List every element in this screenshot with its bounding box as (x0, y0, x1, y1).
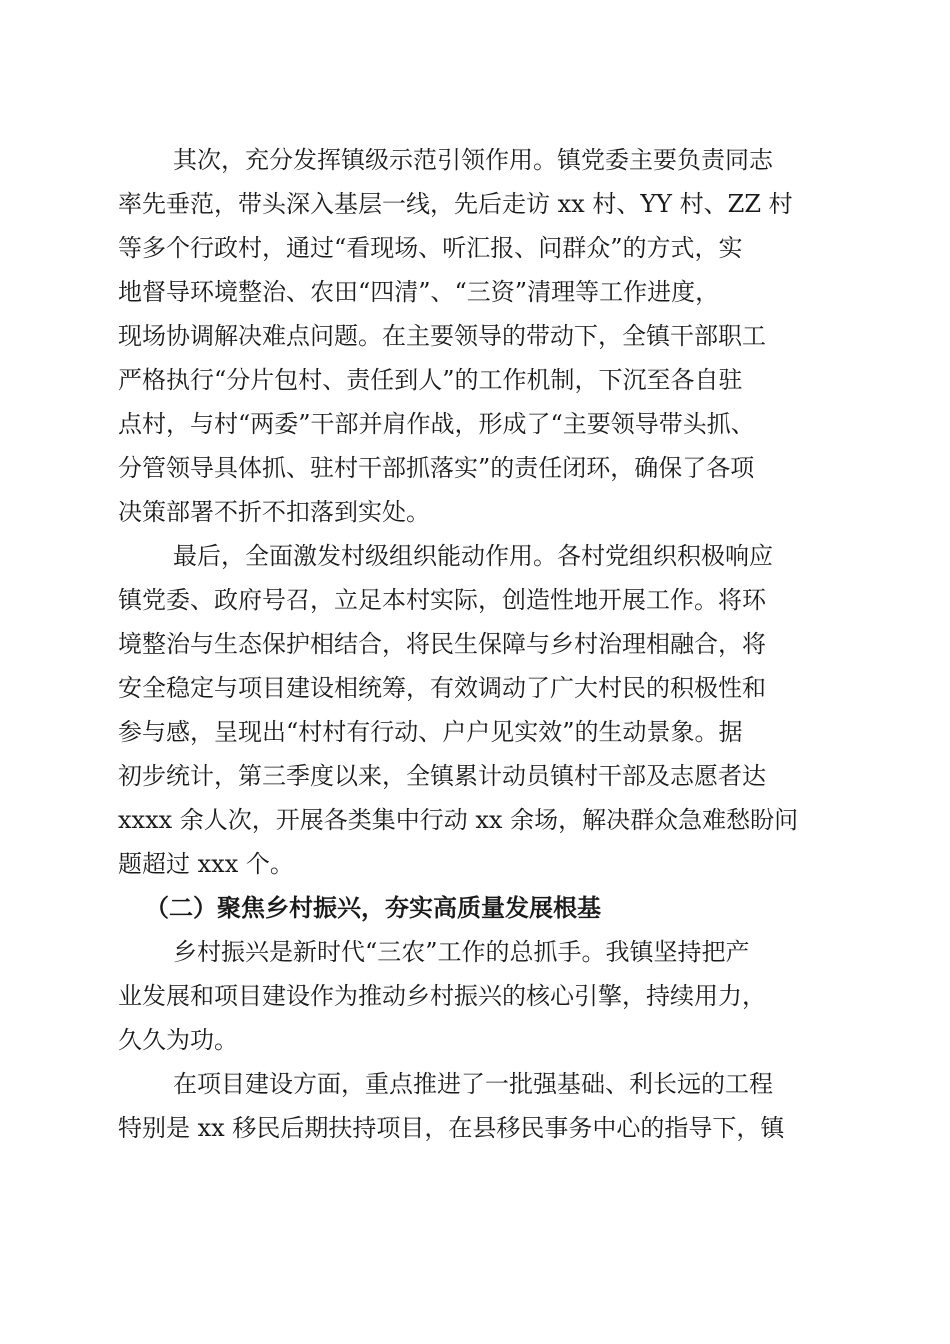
paragraph-2-line-5: 参与感，呈现出“村村有行动、户户见实效”的生动景象。据 (118, 718, 743, 746)
paragraph-4-line-2: 特别是 xx 移民后期扶持项目，在县移民事务中心的指导下，镇 (118, 1114, 785, 1142)
paragraph-2-line-3: 境整治与生态保护相结合，将民生保障与乡村治理相融合，将 (118, 630, 766, 658)
section-heading: （二）聚焦乡村振兴，夯实高质量发展根基 (145, 893, 601, 922)
paragraph-3-line-3: 久久为功。 (118, 1026, 238, 1054)
paragraph-2-line-6: 初步统计，第三季度以来，全镇累计动员镇村干部及志愿者达 (118, 762, 766, 790)
paragraph-2-line-2: 镇党委、政府号召，立足本村实际，创造性地开展工作。将环 (118, 586, 766, 614)
paragraph-2-line-7: xxxx 余人次，开展各类集中行动 xx 余场，解决群众急难愁盼问 (118, 806, 799, 834)
paragraph-1-line-1: 其次，充分发挥镇级示范引领作用。镇党委主要负责同志 (173, 146, 773, 174)
paragraph-1-line-7: 点村，与村“两委”干部并肩作战，形成了“主要领导带头抓、 (118, 410, 755, 438)
paragraph-2-line-1: 最后，全面激发村级组织能动作用。各村党组织积极响应 (173, 542, 773, 570)
paragraph-1-line-5: 现场协调解决难点问题。在主要领导的带动下，全镇干部职工 (118, 322, 766, 350)
paragraph-2-line-4: 安全稳定与项目建设相统筹，有效调动了广大村民的积极性和 (118, 674, 766, 702)
paragraph-3-line-2: 业发展和项目建设作为推动乡村振兴的核心引擎，持续用力， (118, 982, 766, 1010)
paragraph-4-line-1: 在项目建设方面，重点推进了一批强基础、利长远的工程 (173, 1070, 773, 1098)
paragraph-1-line-6: 严格执行“分片包村、责任到人”的工作机制，下沉至各自驻 (118, 366, 743, 394)
paragraph-1-line-4: 地督导环境整治、农田“四清”、“三资”清理等工作进度， (118, 278, 720, 306)
paragraph-2-line-8: 题超过 xxx 个。 (118, 850, 294, 878)
paragraph-3-line-1: 乡村振兴是新时代“三农”工作的总抓手。我镇坚持把产 (173, 938, 750, 966)
paragraph-1-line-9: 决策部署不折不扣落到实处。 (118, 498, 430, 526)
paragraph-1-line-3: 等多个行政村，通过“看现场、听汇报、问群众”的方式，实 (118, 234, 743, 262)
paragraph-1-line-2: 率先垂范，带头深入基层一线，先后走访 xx 村、YY 村、ZZ 村 (118, 190, 793, 218)
document-body (118, 138, 833, 1150)
paragraph-1-line-8: 分管领导具体抓、驻村干部抓落实”的责任闭环，确保了各项 (118, 454, 755, 482)
